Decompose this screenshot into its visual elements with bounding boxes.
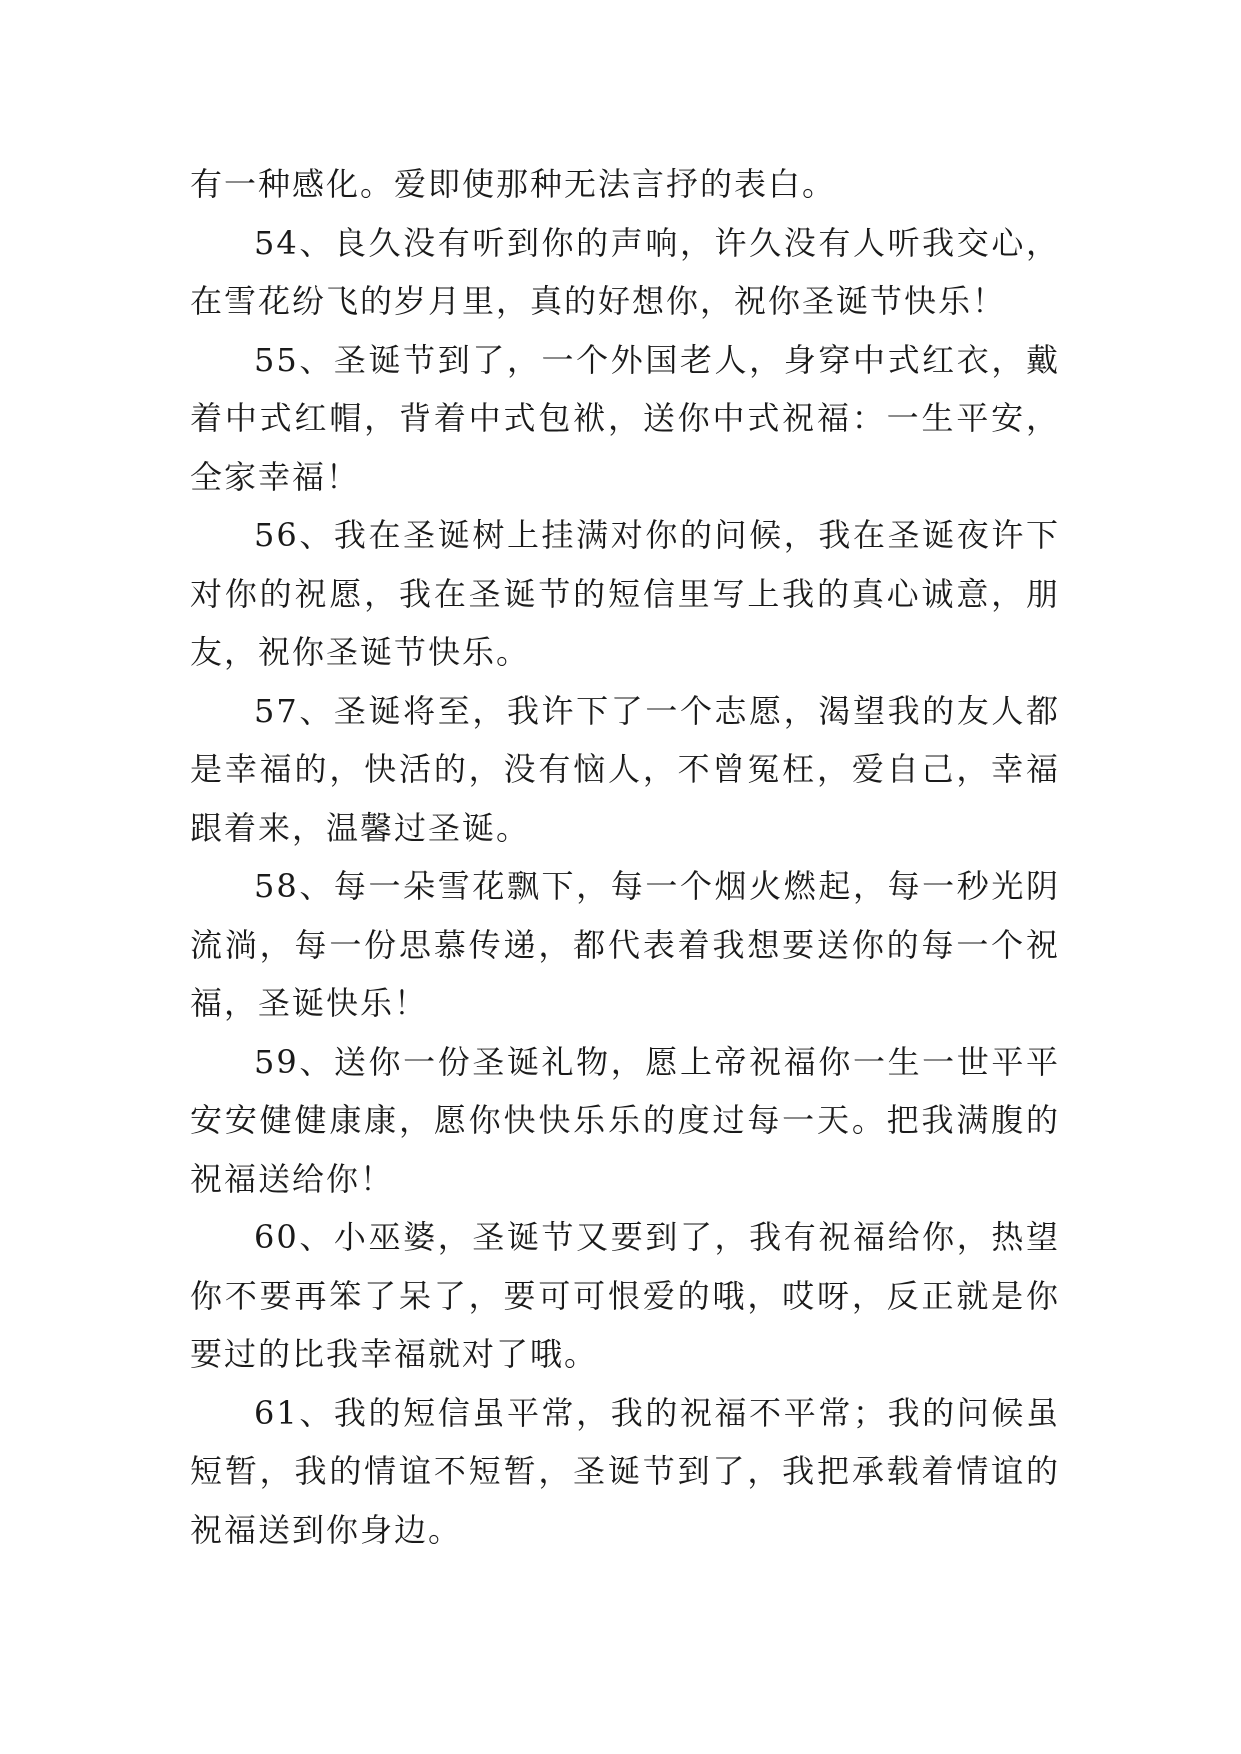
- paragraph-61: 61、我的短信虽平常，我的祝福不平常；我的问候虽短暂，我的情谊不短暂，圣诞节到了，我把承载着情谊的祝福送到你身边。: [190, 1393, 1060, 1549]
- paragraph-57: 57、圣诞将至，我许下了一个志愿，渴望我的友人都是幸福的，快活的，没有恼人，不曾冤枉，爱自己，幸福跟着来，温馨过圣诞。: [190, 691, 1060, 847]
- paragraph-60: 60、小巫婆，圣诞节又要到了，我有祝福给你，热望你不要再笨了呆了，要可可恨爱的哦，哎呀，反正就是你要过的比我幸福就对了哦。: [190, 1218, 1060, 1373]
- paragraph-55: 55、圣诞节到了，一个外国老人，身穿中式红衣，戴着中式红帽，背着中式包袱，送你中式祝福：一生平安，全家幸福！: [190, 340, 1060, 496]
- paragraph-continued: 有一种感化。爱即使那种无法言抒的表白。: [190, 165, 837, 203]
- paragraph-54: 54、良久没有听到你的声响，许久没有人听我交心，在雪花纷飞的岁月里，真的好想你，祝你圣诞节快乐！: [190, 223, 1060, 320]
- paragraph-59: 59、送你一份圣诞礼物，愿上帝祝福你一生一世平平安安健健康康，愿你快快乐乐的度过每一天。把我满腹的祝福送给你！: [190, 1042, 1060, 1198]
- paragraph-56: 56、我在圣诞树上挂满对你的问候，我在圣诞夜许下对你的祝愿，我在圣诞节的短信里写上我的真心诚意，朋友，祝你圣诞节快乐。: [190, 516, 1060, 671]
- paragraph-58: 58、每一朵雪花飘下，每一个烟火燃起，每一秒光阴流淌，每一份思慕传递，都代表着我想要送你的每一个祝福，圣诞快乐！: [190, 867, 1060, 1022]
- document-body: [190, 155, 1060, 1559]
